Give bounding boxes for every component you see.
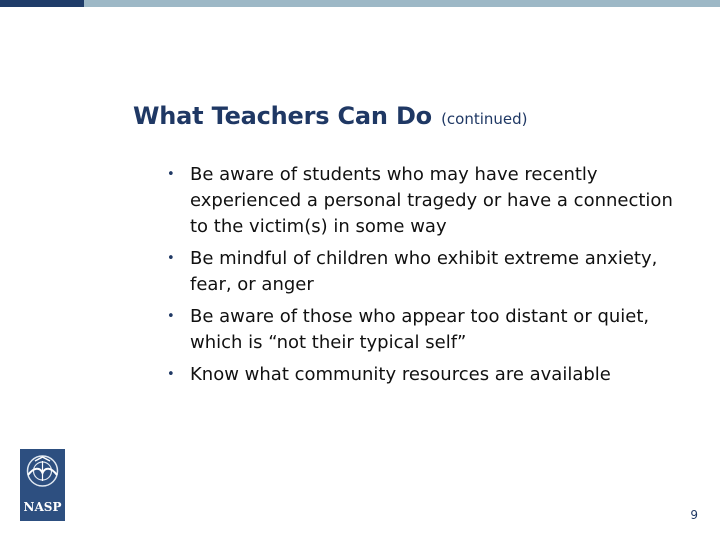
logo-text: NASP bbox=[23, 500, 62, 514]
bullet-icon: • bbox=[167, 167, 175, 182]
bullet-item bbox=[165, 246, 685, 298]
bullet-icon: • bbox=[167, 251, 175, 266]
bullet-item bbox=[165, 362, 685, 388]
bullet-list bbox=[165, 162, 685, 394]
slide-title bbox=[133, 102, 528, 130]
bullet-text: Know what community resources are available bbox=[190, 364, 611, 385]
bullet-text: Be aware of students who may have recently experienced a personal tragedy or have a connection to the victim(s) in some way bbox=[190, 164, 673, 237]
bullet-icon: • bbox=[167, 309, 175, 324]
nasp-logo-graphic bbox=[20, 449, 65, 521]
bullet-icon: • bbox=[167, 367, 175, 382]
page-number: 9 bbox=[690, 508, 698, 522]
bullet-text: Be aware of those who appear too distant or quiet, which is “not their typical self” bbox=[190, 306, 650, 353]
title-suffix: (continued) bbox=[441, 110, 528, 128]
top-bar bbox=[0, 0, 720, 7]
nasp-logo-icon bbox=[20, 449, 65, 521]
top-bar-accent bbox=[0, 0, 84, 7]
title-main: What Teachers Can Do bbox=[133, 102, 432, 130]
bullet-text: Be mindful of children who exhibit extreme anxiety, fear, or anger bbox=[190, 248, 658, 295]
bullet-item bbox=[165, 304, 685, 356]
bullet-item bbox=[165, 162, 685, 240]
